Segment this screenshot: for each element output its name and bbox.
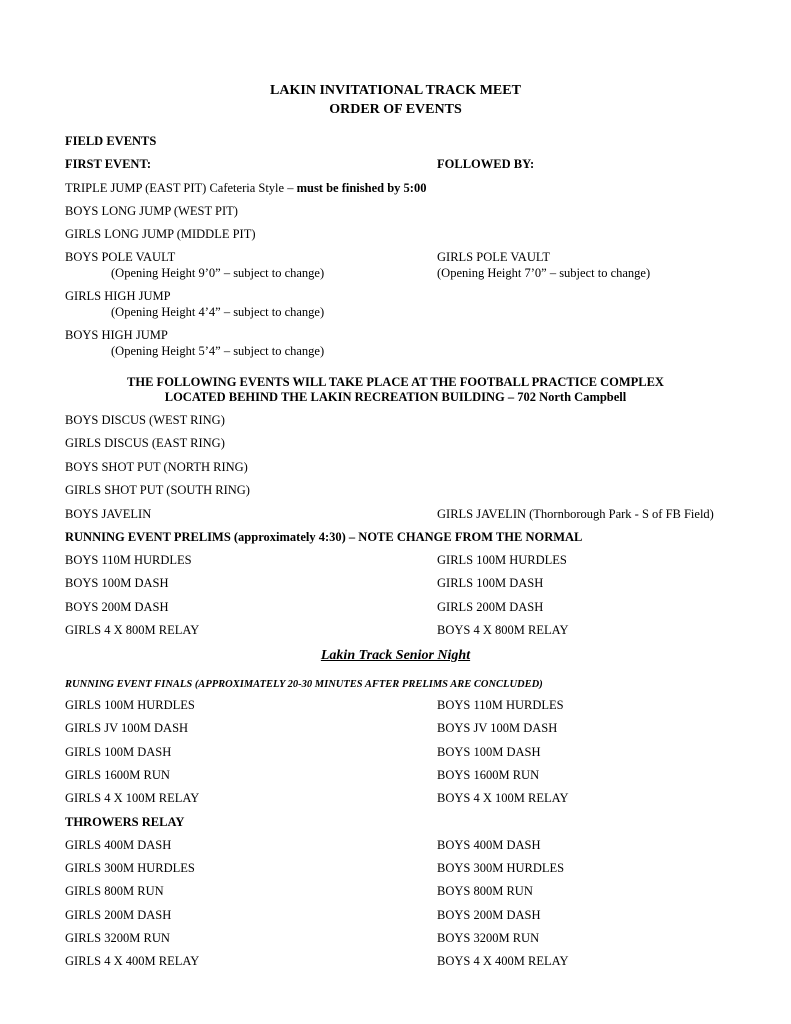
senior-night-heading: Lakin Track Senior Night: [320, 648, 471, 663]
boys-discus: BOYS DISCUS (WEST RING): [65, 413, 225, 427]
first-event-label: FIRST EVENT:: [65, 157, 152, 171]
finals-left-1: GIRLS 100M HURDLES: [65, 698, 195, 712]
boys-javelin: BOYS JAVELIN: [65, 507, 152, 521]
girls-pole-vault: GIRLS POLE VAULT: [437, 250, 550, 264]
finals-right-3: BOYS 100M DASH: [437, 745, 541, 759]
finals-heading: RUNNING EVENT FINALS (APPROXIMATELY 20-30 MINUTES AFTER PRELIMS ARE CONCLUDED): [65, 679, 543, 690]
finals-right-11: BOYS 4 X 400M RELAY: [437, 954, 569, 968]
boys-high-jump-height: (Opening Height 5’4” – subject to change): [111, 344, 325, 358]
prelims-right-4: BOYS 4 X 800M RELAY: [437, 623, 569, 637]
finals-right-4: BOYS 1600M RUN: [437, 768, 540, 782]
finals-left-2: GIRLS JV 100M DASH: [65, 721, 189, 735]
girls-long-jump: GIRLS LONG JUMP (MIDDLE PIT): [65, 227, 256, 241]
page-subtitle: ORDER OF EVENTS: [329, 102, 462, 117]
prelims-left-4: GIRLS 4 X 800M RELAY: [65, 623, 200, 637]
field-events-heading: FIELD EVENTS: [65, 134, 157, 148]
girls-discus: GIRLS DISCUS (EAST RING): [65, 436, 225, 450]
prelims-left-3: BOYS 200M DASH: [65, 600, 169, 614]
boys-shot-put: BOYS SHOT PUT (NORTH RING): [65, 460, 248, 474]
finals-left-8: GIRLS 800M RUN: [65, 884, 164, 898]
girls-high-jump-height: (Opening Height 4’4” – subject to change): [111, 305, 325, 319]
triple-jump-deadline: must be finished by 5:00: [296, 181, 427, 195]
finals-right-2: BOYS JV 100M DASH: [437, 721, 558, 735]
triple-jump-line: [65, 181, 426, 196]
complex-notice-line1: THE FOLLOWING EVENTS WILL TAKE PLACE AT THE FOOTBALL PRACTICE COMPLEX: [127, 375, 664, 389]
finals-right-7: BOYS 300M HURDLES: [437, 861, 565, 875]
finals-left-5: GIRLS 4 X 100M RELAY: [65, 791, 200, 805]
finals-right-1: BOYS 110M HURDLES: [437, 698, 564, 712]
boys-pole-vault: BOYS POLE VAULT: [65, 250, 176, 264]
page-title: LAKIN INVITATIONAL TRACK MEET: [270, 83, 521, 98]
girls-shot-put: GIRLS SHOT PUT (SOUTH RING): [65, 483, 250, 497]
finals-left-10: GIRLS 3200M RUN: [65, 931, 170, 945]
throwers-relay: THROWERS RELAY: [65, 815, 185, 829]
finals-left-6: GIRLS 400M DASH: [65, 838, 172, 852]
boys-pole-vault-height: (Opening Height 9’0” – subject to change): [111, 266, 325, 280]
finals-right-5: BOYS 4 X 100M RELAY: [437, 791, 569, 805]
girls-high-jump: GIRLS HIGH JUMP: [65, 289, 171, 303]
girls-pole-vault-height: (Opening Height 7’0” – subject to change): [437, 266, 651, 280]
finals-left-7: GIRLS 300M HURDLES: [65, 861, 195, 875]
complex-notice-line2: LOCATED BEHIND THE LAKIN RECREATION BUILDING – 702 North Campbell: [164, 390, 627, 404]
boys-high-jump: BOYS HIGH JUMP: [65, 328, 168, 342]
finals-left-3: GIRLS 100M DASH: [65, 745, 172, 759]
finals-left-11: GIRLS 4 X 400M RELAY: [65, 954, 200, 968]
finals-right-8: BOYS 800M RUN: [437, 884, 533, 898]
finals-right-9: BOYS 200M DASH: [437, 908, 541, 922]
boys-long-jump: BOYS LONG JUMP (WEST PIT): [65, 204, 238, 218]
finals-right-6: BOYS 400M DASH: [437, 838, 541, 852]
prelims-right-3: GIRLS 200M DASH: [437, 600, 544, 614]
finals-left-9: GIRLS 200M DASH: [65, 908, 172, 922]
followed-by-label: FOLLOWED BY:: [437, 157, 535, 171]
finals-right-10: BOYS 3200M RUN: [437, 931, 540, 945]
finals-left-4: GIRLS 1600M RUN: [65, 768, 170, 782]
prelims-left-2: BOYS 100M DASH: [65, 576, 169, 590]
triple-jump-text: TRIPLE JUMP (EAST PIT) Cafeteria Style –: [65, 181, 297, 195]
prelims-left-1: BOYS 110M HURDLES: [65, 553, 192, 567]
prelims-right-1: GIRLS 100M HURDLES: [437, 553, 567, 567]
prelims-right-2: GIRLS 100M DASH: [437, 576, 544, 590]
prelims-heading: RUNNING EVENT PRELIMS (approximately 4:30) – NOTE CHANGE FROM THE NORMAL: [65, 530, 583, 544]
girls-javelin: GIRLS JAVELIN (Thornborough Park - S of FB Field): [437, 507, 714, 521]
